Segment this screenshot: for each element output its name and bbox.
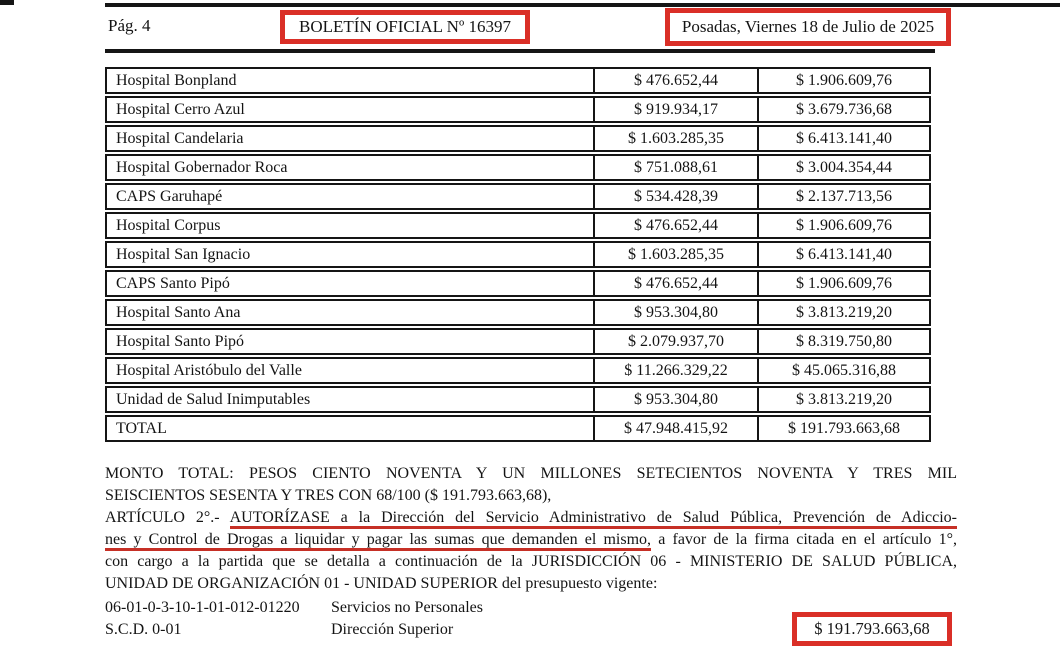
amount-cell-2: $ 3.004.354,44 bbox=[757, 156, 929, 179]
amount-cell-2: $ 1.906.609,76 bbox=[757, 214, 929, 237]
facility-name-cell: Hospital Bonpland bbox=[116, 71, 237, 89]
table-row bbox=[105, 415, 931, 442]
scd-description: Dirección Superior bbox=[331, 621, 454, 638]
amount-cell-1: $ 953.304,80 bbox=[593, 301, 757, 324]
monto-total-line-2: SEISCIENTOS SESENTA Y TRES CON 68/100 ($ 191.793.663,68), bbox=[105, 487, 552, 504]
date-text: Posadas, Viernes 18 de Julio de 2025 bbox=[681, 17, 935, 36]
facility-name-cell: Hospital Candelaria bbox=[116, 129, 244, 147]
page-number: Pág. 4 bbox=[108, 16, 151, 35]
amount-cell-2: $ 3.679.736,68 bbox=[757, 98, 929, 121]
articulo-2-underlined-1: AUTORÍZASE a la Dirección del Servicio Administrativo de Salud Pública, Prevención de Adiccio- bbox=[230, 509, 957, 529]
bulletin-title: BOLETÍN OFICIAL Nº 16397 bbox=[299, 17, 511, 36]
header-top-rule bbox=[105, 3, 1060, 7]
amount-cell-1: $ 534.428,39 bbox=[593, 185, 757, 208]
facility-name-cell: TOTAL bbox=[116, 419, 167, 437]
amount-cell-2: $ 191.793.663,68 bbox=[757, 417, 929, 440]
budget-description: Servicios no Personales bbox=[331, 599, 483, 616]
amount-cell-1: $ 919.934,17 bbox=[593, 98, 757, 121]
total-amount-highlight bbox=[792, 612, 952, 646]
budget-code: 06-01-0-3-10-1-01-012-01220 bbox=[105, 599, 300, 616]
amount-cell-1: $ 11.266.329,22 bbox=[593, 359, 757, 382]
payments-table bbox=[105, 67, 931, 444]
articulo-2-label: ARTÍCULO 2°.- bbox=[105, 509, 230, 526]
table-row bbox=[105, 212, 931, 239]
total-amount: $ 191.793.663,68 bbox=[814, 619, 930, 638]
amount-cell-1: $ 751.088,61 bbox=[593, 156, 757, 179]
header-bottom-rule bbox=[105, 49, 935, 53]
bulletin-title-highlight bbox=[280, 10, 530, 44]
table-row bbox=[105, 299, 931, 326]
amount-cell-1: $ 1.603.285,35 bbox=[593, 243, 757, 266]
amount-cell-1: $ 2.079.937,70 bbox=[593, 330, 757, 353]
amount-cell-2: $ 8.319.750,80 bbox=[757, 330, 929, 353]
amount-cell-2: $ 3.813.219,20 bbox=[757, 301, 929, 324]
table-row bbox=[105, 67, 931, 94]
table-row bbox=[105, 125, 931, 152]
amount-cell-1: $ 476.652,44 bbox=[593, 69, 757, 92]
amount-cell-1: $ 953.304,80 bbox=[593, 388, 757, 411]
monto-total-line-1: MONTO TOTAL: PESOS CIENTO NOVENTA Y UN MILLONES SETECIENTOS NOVENTA Y TRES MIL bbox=[105, 465, 957, 482]
facility-name-cell: Unidad de Salud Inimputables bbox=[116, 390, 311, 408]
articulo-2-rest: a favor de la firma citada en el artículo 1°, bbox=[651, 531, 957, 548]
amount-cell-2: $ 1.906.609,76 bbox=[757, 69, 929, 92]
articulo-2-line-1 bbox=[105, 507, 957, 529]
facility-name-cell: CAPS Santo Pipó bbox=[116, 274, 230, 292]
table-row bbox=[105, 357, 931, 384]
facility-name-cell: Hospital Santo Ana bbox=[116, 303, 241, 321]
table-row bbox=[105, 96, 931, 123]
date-highlight bbox=[665, 8, 951, 46]
amount-cell-2: $ 45.065.316,88 bbox=[757, 359, 929, 382]
articulo-2-line-4: UNIDAD DE ORGANIZACIÓN 01 - UNIDAD SUPERIOR del presupuesto vigente: bbox=[105, 575, 658, 592]
facility-name-cell: CAPS Garuhapé bbox=[116, 187, 223, 205]
facility-name-cell: Hospital Aristóbulo del Valle bbox=[116, 361, 302, 379]
scan-corner-mark bbox=[0, 0, 14, 5]
table-row bbox=[105, 270, 931, 297]
articulo-2-underlined-2: nes y Control de Drogas a liquidar y pagar las sumas que demanden el mismo, bbox=[105, 531, 651, 551]
facility-name-cell: Hospital Gobernador Roca bbox=[116, 158, 288, 176]
amount-cell-1: $ 1.603.285,35 bbox=[593, 127, 757, 150]
facility-name-cell: Hospital Corpus bbox=[116, 216, 221, 234]
amount-cell-1: $ 476.652,44 bbox=[593, 272, 757, 295]
table-row bbox=[105, 328, 931, 355]
amount-cell-1: $ 47.948.415,92 bbox=[593, 417, 757, 440]
facility-name-cell: Hospital San Ignacio bbox=[116, 245, 251, 263]
articulo-2-line-2 bbox=[105, 529, 957, 551]
amount-cell-2: $ 2.137.713,56 bbox=[757, 185, 929, 208]
articulo-2-line-3: con cargo a la partida que se detalla a continuación de la JURISDICCIÓN 06 - MINISTERIO DE SALUD PÚBLICA, bbox=[105, 553, 957, 570]
table-row bbox=[105, 183, 931, 210]
amount-cell-2: $ 6.413.141,40 bbox=[757, 127, 929, 150]
table-row bbox=[105, 154, 931, 181]
table-row bbox=[105, 241, 931, 268]
amount-cell-2: $ 1.906.609,76 bbox=[757, 272, 929, 295]
amount-cell-2: $ 6.413.141,40 bbox=[757, 243, 929, 266]
amount-cell-2: $ 3.813.219,20 bbox=[757, 388, 929, 411]
facility-name-cell: Hospital Cerro Azul bbox=[116, 100, 245, 118]
amount-cell-1: $ 476.652,44 bbox=[593, 214, 757, 237]
scd-code: S.C.D. 0-01 bbox=[105, 621, 182, 638]
facility-name-cell: Hospital Santo Pipó bbox=[116, 332, 245, 350]
table-row bbox=[105, 386, 931, 413]
